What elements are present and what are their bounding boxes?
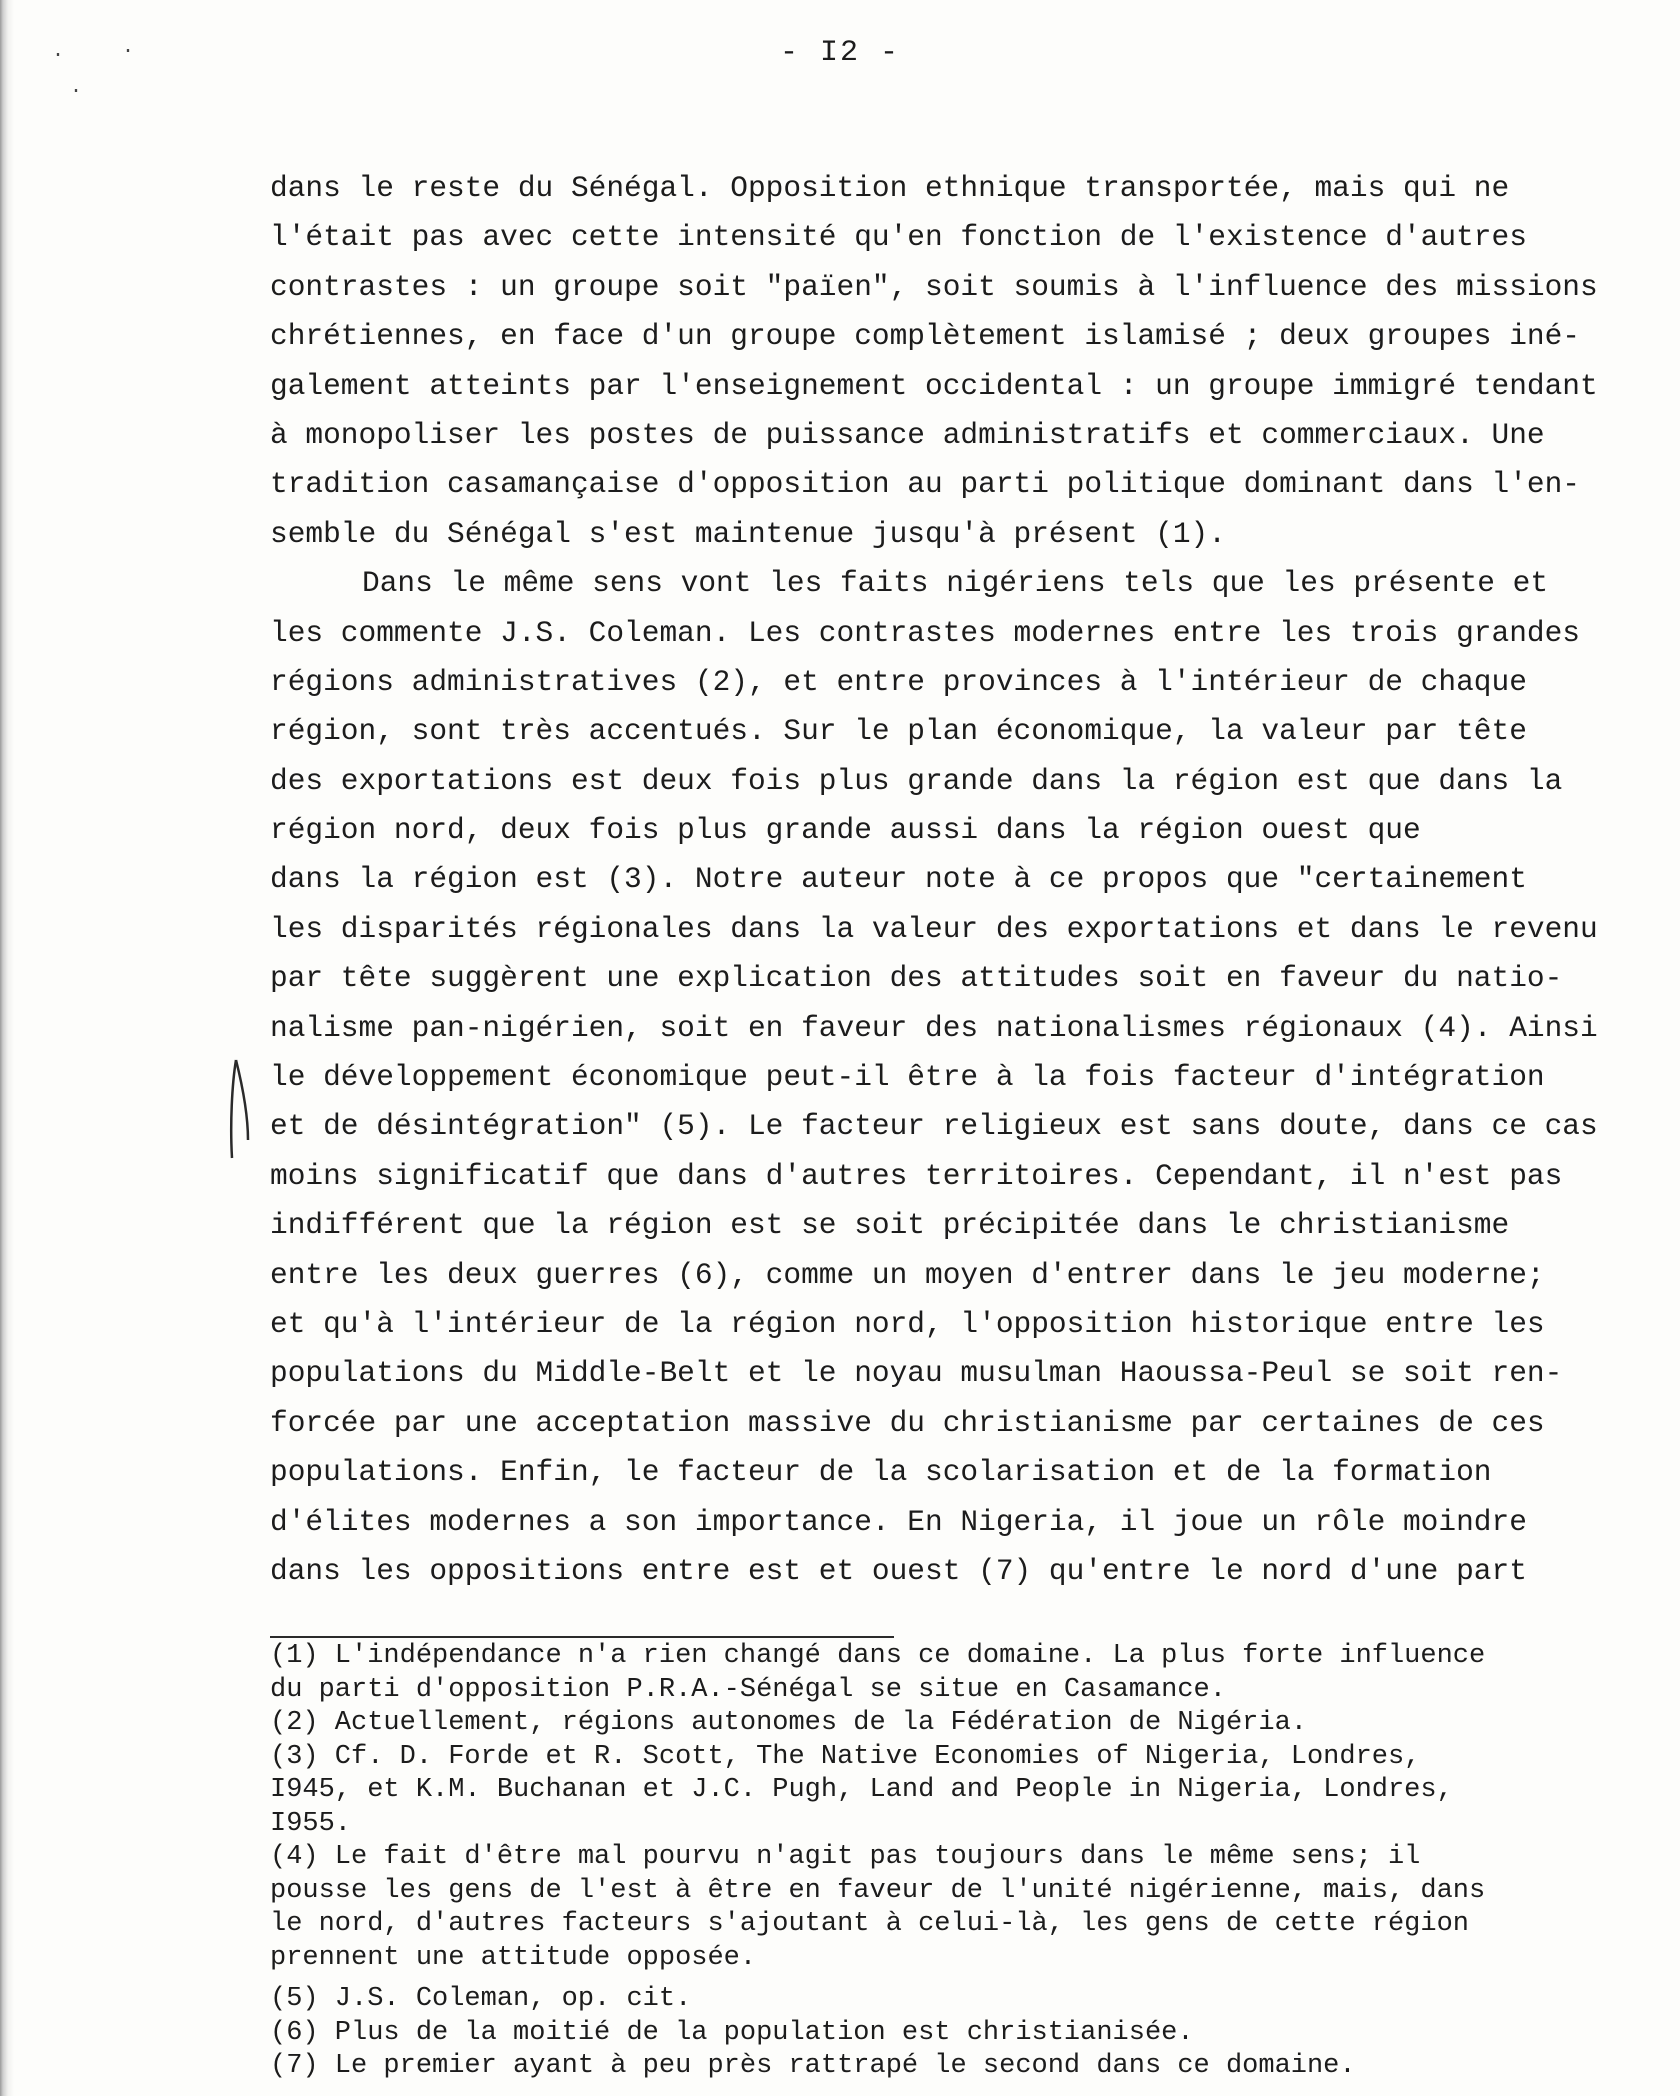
body-line: forcée par une acceptation massive du christianisme par certaines de ces: [270, 1405, 1545, 1440]
footnote: [270, 1983, 1670, 2017]
body-line: populations du Middle-Belt et le noyau musulman Haoussa-Peul se soit ren-: [270, 1356, 1563, 1391]
body-line: région, sont très accentués. Sur le plan économique, la valeur par tête: [270, 714, 1527, 749]
footnote: [270, 1640, 1670, 1707]
footnote-line: (2) Actuellement, régions autonomes de la Fédération de Nigéria.: [270, 1708, 1307, 1738]
footnote-line: prennent une attitude opposée.: [270, 1942, 757, 1973]
body-line: et de désintégration" (5). Le facteur religieux est sans doute, dans ce cas: [270, 1109, 1598, 1144]
body-line: galement atteints par l'enseignement occidental : un groupe immigré tendant: [270, 368, 1598, 403]
body-line: nalisme pan-nigérien, soit en faveur des nationalismes régionaux (4). Ainsi: [270, 1010, 1598, 1045]
body-line: des exportations est deux fois plus grande dans la région est que dans la: [270, 763, 1563, 798]
footnote-line: pousse les gens de l'est à être en faveur de l'unité nigérienne, mais, dans: [270, 1875, 1486, 1906]
body-line: par tête suggèrent une explication des attitudes soit en faveur du natio-: [270, 961, 1563, 996]
body-line: Dans le même sens vont les faits nigériens tels que les présente et: [362, 566, 1549, 601]
body-line: dans le reste du Sénégal. Opposition ethnique transportée, mais qui ne: [270, 171, 1510, 205]
scan-left-edge: [0, 0, 14, 2096]
body-line: et qu'à l'intérieur de la région nord, l'opposition historique entre les: [270, 1306, 1545, 1341]
body-line: populations. Enfin, le facteur de la scolarisation et de la formation: [270, 1455, 1492, 1490]
body-line: indifférent que la région est se soit précipitée dans le christianisme: [270, 1208, 1510, 1243]
footnote: [270, 2050, 1670, 2084]
body-line: région nord, deux fois plus grande aussi dans la région ouest que: [270, 813, 1421, 848]
body-line: à monopoliser les postes de puissance administratifs et commerciaux. Une: [270, 417, 1545, 452]
footnote: [270, 1707, 1670, 1741]
body-line: contrastes : un groupe soit "païen", soit soumis à l'influence des missions: [270, 269, 1598, 304]
footnote: [270, 2017, 1670, 2051]
footnote-line: (7) Le premier ayant à peu près rattrapé le second dans ce domaine.: [270, 2051, 1356, 2081]
body-line: dans la région est (3). Notre auteur note à ce propos que "certainement: [270, 862, 1527, 897]
stray-mark: ·: [52, 44, 65, 67]
footnote-line: (4) Le fait d'être mal pourvu n'agit pas toujours dans le même sens; il: [270, 1842, 1421, 1872]
footnote-line: I955.: [270, 1808, 352, 1839]
body-line: les commente J.S. Coleman. Les contrastes modernes entre les trois grandes: [270, 615, 1581, 650]
body-line: dans les oppositions entre est et ouest (7) qu'entre le nord d'une part: [270, 1553, 1527, 1588]
margin-bracket-mark: [226, 1054, 260, 1164]
body-line: semble du Sénégal s'est maintenue jusqu'à présent (1).: [270, 516, 1226, 551]
footnote-line: le nord, d'autres facteurs s'ajoutant à celui-là, les gens de cette région: [270, 1909, 1469, 1939]
stray-mark: ·: [70, 80, 83, 103]
footnote-line: (3) Cf. D. Forde et R. Scott, The Native Economies of Nigeria, Londres,: [270, 1741, 1421, 1772]
footnote-line: I945, et K.M. Buchanan et J.C. Pugh, Land and People in Nigeria, Londres,: [270, 1775, 1453, 1805]
body-line: les disparités régionales dans la valeur des exportations et dans le revenu: [270, 911, 1598, 946]
body-line: entre les deux guerres (6), comme un moyen d'entrer dans le jeu moderne;: [270, 1257, 1545, 1292]
footnotes: [270, 1640, 1670, 2084]
body-text: [270, 164, 1670, 1596]
body-line: le développement économique peut-il être à la fois facteur d'intégration: [270, 1060, 1545, 1095]
body-line: d'élites modernes a son importance. En Nigeria, il joue un rôle moindre: [270, 1504, 1527, 1539]
body-line: moins significatif que dans d'autres territoires. Cependant, il n'est pas: [270, 1158, 1563, 1193]
body-line: régions administratives (2), et entre provinces à l'intérieur de chaque: [270, 664, 1527, 699]
body-line: chrétiennes, en face d'un groupe complètement islamisé ; deux groupes iné-: [270, 319, 1581, 354]
footnote-gap: [270, 1975, 1670, 1983]
footnote-line: (6) Plus de la moitié de la population est christianisée.: [270, 2017, 1194, 2048]
footnote-line: du parti d'opposition P.R.A.-Sénégal se situe en Casamance.: [270, 1674, 1226, 1705]
body-line: l'était pas avec cette intensité qu'en fonction de l'existence d'autres: [270, 220, 1527, 255]
footnote: [270, 1841, 1670, 1975]
body-line: tradition casamançaise d'opposition au parti politique dominant dans l'en-: [270, 467, 1581, 502]
page-number: - I2 -: [779, 36, 901, 70]
footnote: [270, 1741, 1670, 1842]
stray-mark: ·: [122, 40, 135, 63]
footnote-line: (1) L'indépendance n'a rien changé dans ce domaine. La plus forte influence: [270, 1641, 1486, 1671]
footnote-separator: [270, 1636, 894, 1638]
footnote-line: (5) J.S. Coleman, op. cit.: [270, 1984, 692, 2014]
